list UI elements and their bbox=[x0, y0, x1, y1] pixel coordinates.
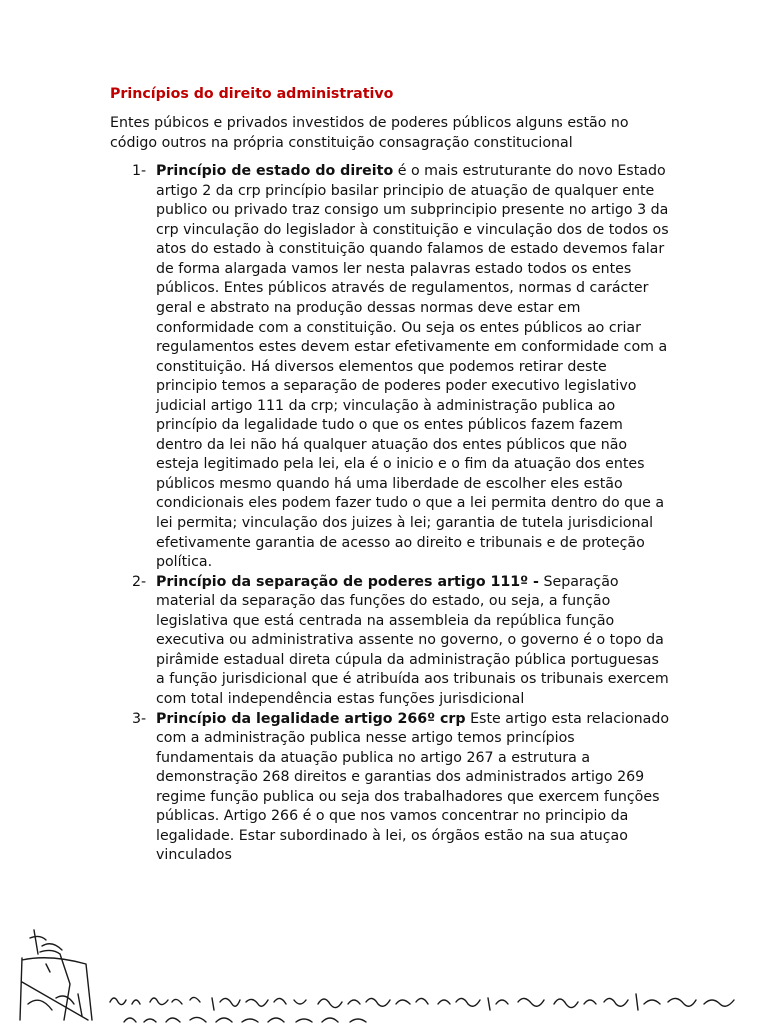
principles-list bbox=[110, 162, 670, 866]
list-item-number: 3- bbox=[132, 710, 147, 727]
handwritten-scribble-image bbox=[0, 924, 768, 1024]
intro-paragraph: Entes púbicos e privados investidos de poderes públicos alguns estão no código outros na própria constituição consagração constitucional bbox=[110, 115, 629, 151]
list-item-heading: Princípio da separação de poderes artigo 111º - bbox=[156, 573, 539, 590]
list-item-heading: Princípio de estado do direito bbox=[156, 163, 394, 180]
document-title: Princípios do direito administrativo bbox=[110, 86, 394, 102]
list-item-number: 2- bbox=[132, 573, 147, 590]
list-item-text: é o mais estruturante do novo Estado artigo 2 da crp princípio basilar principio de atuação de qualquer ente publico ou privado traz consigo um subprincipio presente no artigo 3 da crp vinculação do legislador à constituição e vinculação dos de todos os atos do estado à constituição quando falamos de estado devemos falar de forma alargada vamos ler nesta palavras estado todos os entes públicos. Entes públicos através de regulamentos, normas d carácter geral e abstrato na produção dessas normas deve estar em conformidade com a constituição. Ou seja os entes públicos ao criar regulamentos estes devem estar efetivamente em conformidade com a constituição. Há diversos elementos que podemos retirar deste principio temos a separação de poderes poder executivo legislativo judicial artigo 111 da crp; vinculação à administração publica ao princípio da legalidade tudo o que os entes públicos fazem fazem dentro da lei não há qualquer atuação dos entes públicos que não esteja legitimado pela lei, ela é o inicio e o fim da atuação dos entes públicos mesmo quando há uma liberdade de escolher eles estão condicionais eles podem fazer tudo o que a lei permita dentro do que a lei permita; vinculação dos juizes à lei; garantia de tutela jurisdicional efetivamente garantia de acesso ao direito e tribunais e de proteção política. bbox=[156, 163, 669, 571]
list-item bbox=[110, 710, 670, 866]
document-page bbox=[110, 84, 670, 866]
list-item-text: Separação material da separação das funções do estado, ou seja, a função legislativa que está centrada na assembleia da república função executiva ou administrativa assente no governo, o governo é o topo da pirâmide estadual direta cúpula da administração pública portuguesas a função jurisdicional que é atribuída aos tribunais os tribunais exercem com total independência estas funções jurisdicional bbox=[156, 573, 669, 707]
list-item-heading: Princípio da legalidade artigo 266º crp bbox=[156, 710, 466, 727]
list-item bbox=[110, 162, 670, 572]
list-item bbox=[110, 573, 670, 710]
list-item-number: 1- bbox=[132, 163, 147, 180]
list-item-text: Este artigo esta relacionado com a administração publica nesse artigo temos princípios fundamentais da atuação publica no artigo 267 a estrutura a demonstração 268 direitos e garantias dos administrados artigo 269 regime função publica ou seja dos trabalhadores que exercem funções públicas. Artigo 266 é o que nos vamos concentrar no principio da legalidade. Estar subordinado à lei, os órgãos estão na sua atuçao vinculados bbox=[156, 710, 670, 864]
